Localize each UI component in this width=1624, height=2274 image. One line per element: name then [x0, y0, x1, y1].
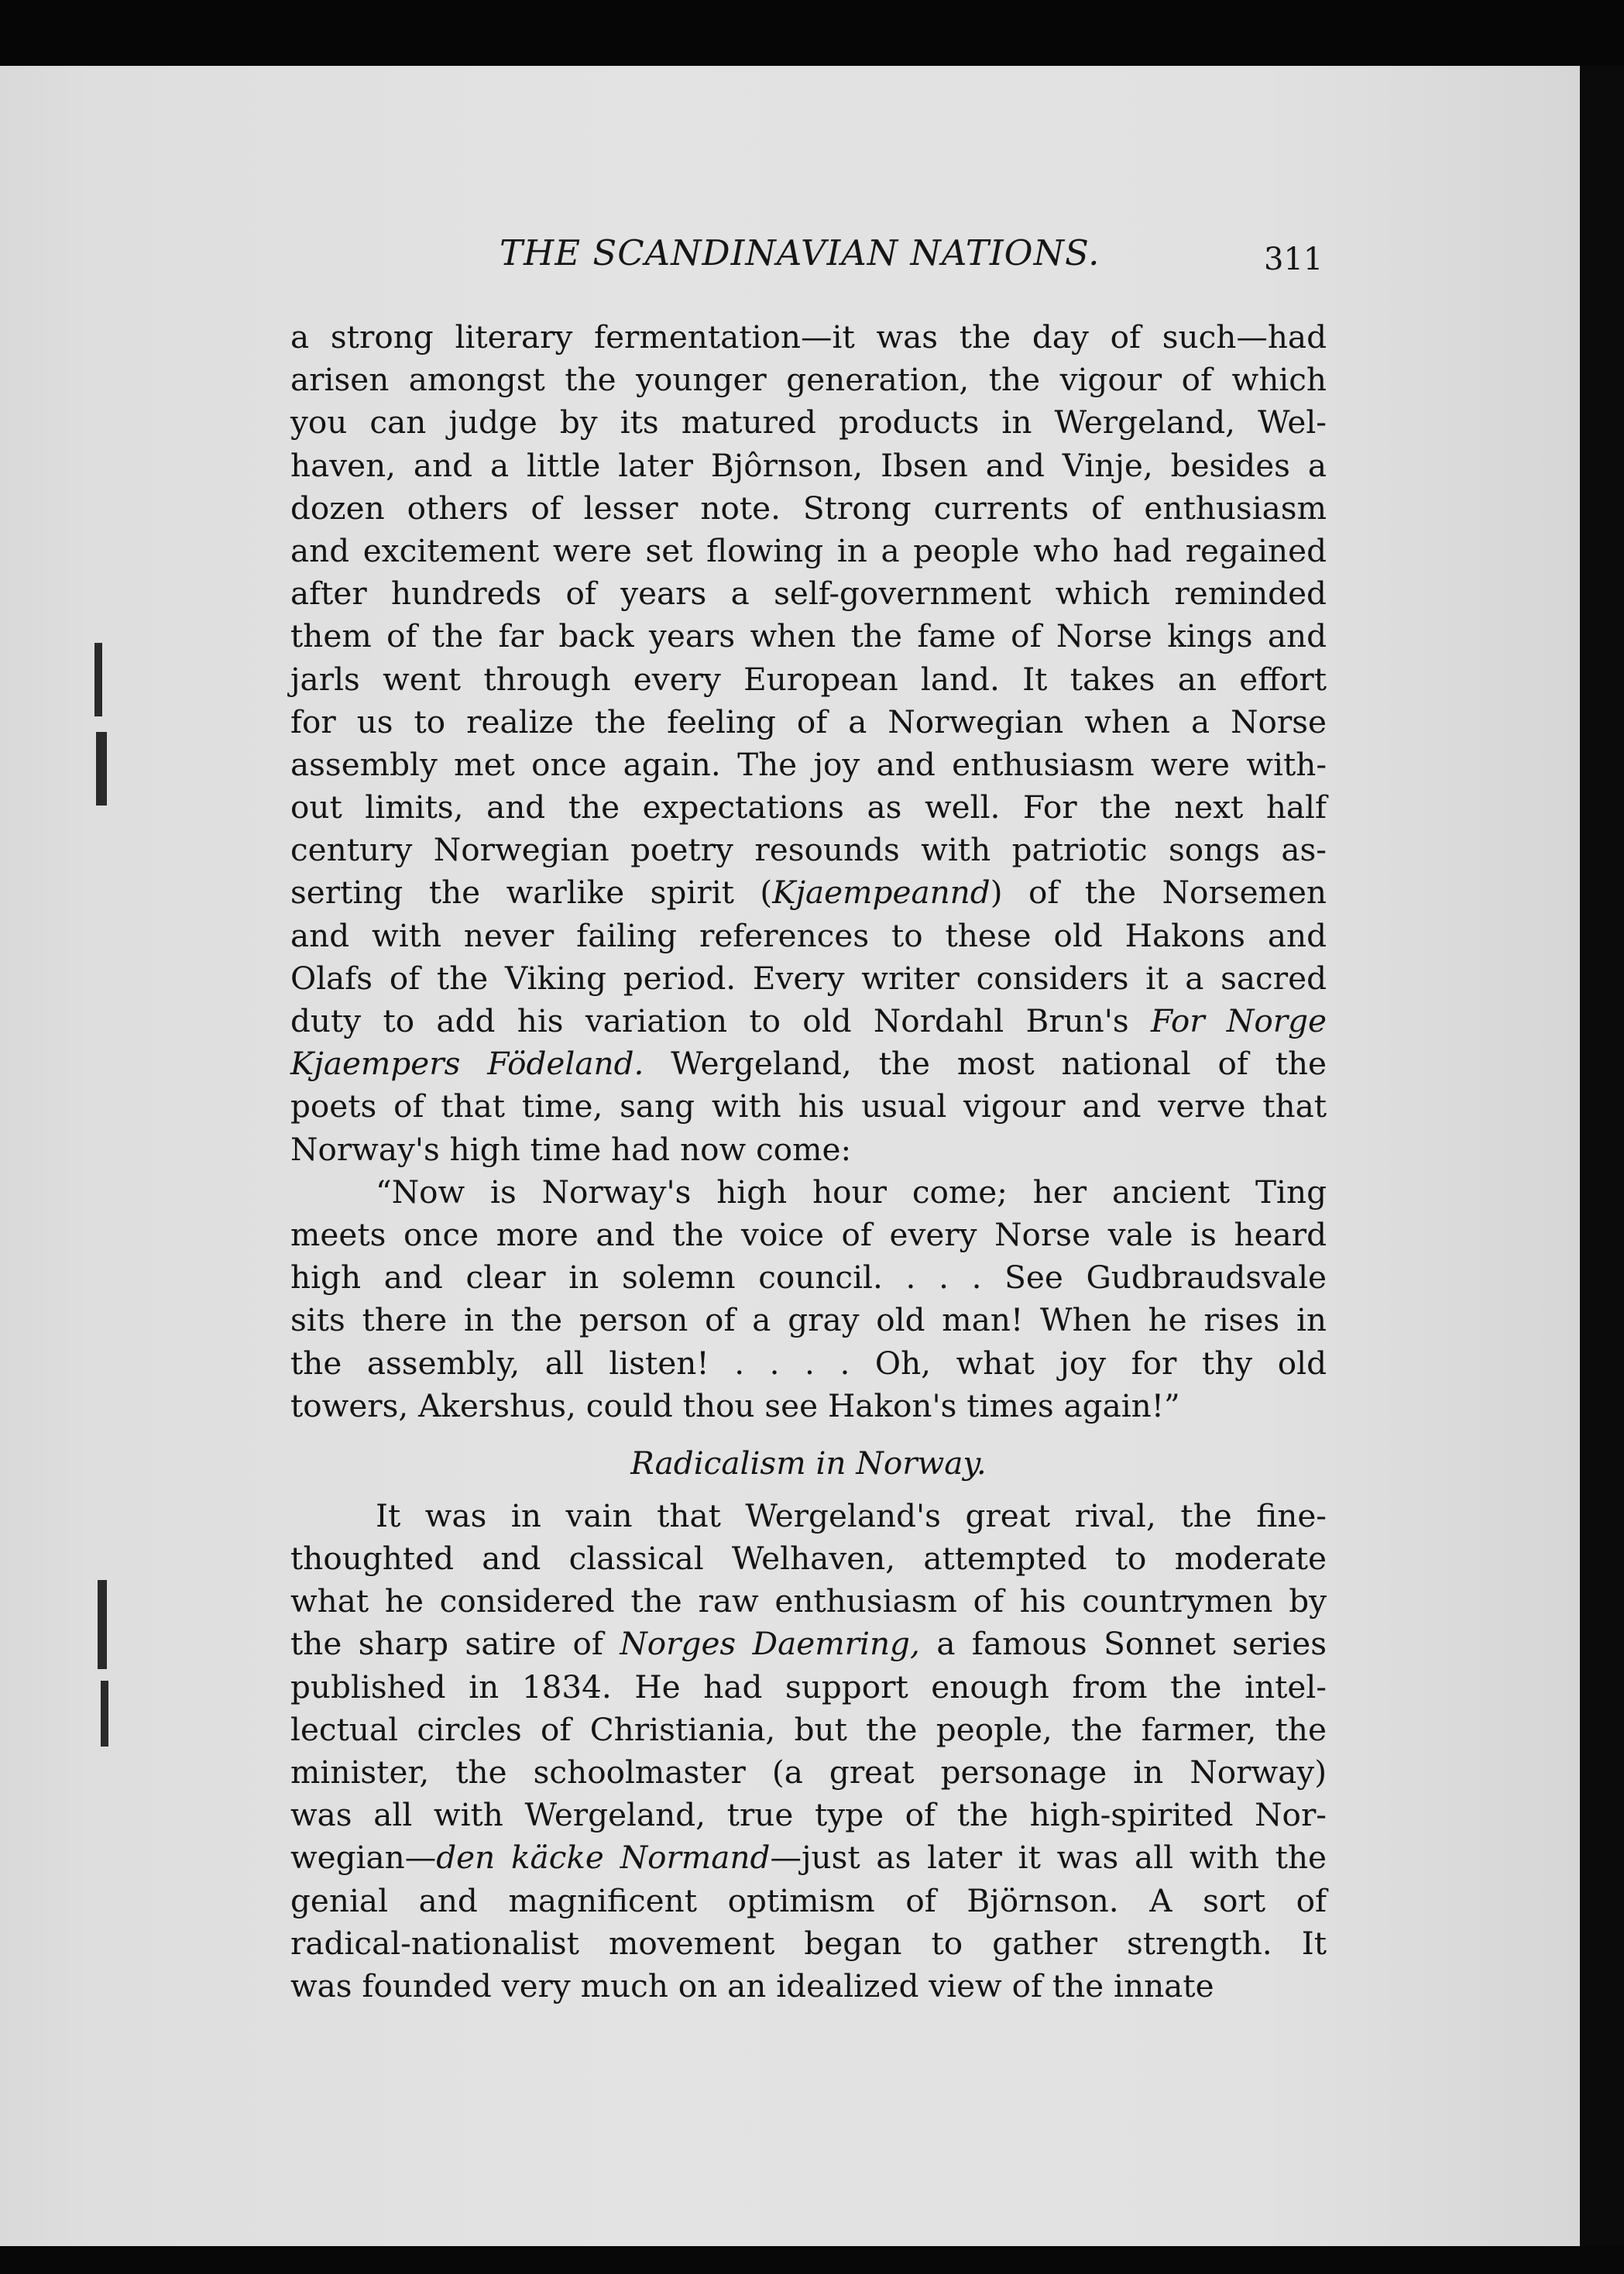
text-line: and excitement were set flowing in a people who had regained [290, 531, 1327, 569]
text-line [290, 1000, 1327, 1043]
paragraph-2 [290, 1495, 1327, 2008]
text-line: lectual circles of Christiania, but the people, the farmer, the [290, 1710, 1327, 1748]
text-line: haven, and a little later Bjôrnson, Ibsen and Vinje, besides a [290, 446, 1327, 484]
text-line: and with never failing references to these old Hakons and [290, 916, 1327, 954]
text-line: you can judge by its matured products in Wergeland, Wel- [290, 404, 1327, 441]
italic-title: Norges Daemring, [620, 1625, 920, 1663]
text-line: Norway's high time had now come: [290, 1130, 852, 1168]
line-text: serting the warlike spirit ( [290, 874, 773, 912]
text-line: towers, Akershus, could thou see Hakon's times again!” [290, 1386, 1180, 1424]
text-line: the assembly, all listen! . . . . Oh, what joy for thy old [290, 1344, 1327, 1382]
section-heading: Radicalism in Norway. [630, 1444, 987, 1482]
line-text: wegian— [290, 1839, 437, 1877]
text-line: was founded very much on an idealized view of the innate [290, 1967, 1214, 2004]
text-line: was all with Wergeland, true type of the high-spirited Nor- [290, 1796, 1327, 1834]
text-line: after hundreds of years a self-government which reminded [290, 575, 1327, 613]
text-line: minister, the schoolmaster (a great personage in Norway) [290, 1754, 1327, 1791]
scan-bottom-border [0, 2246, 1624, 2274]
italic-title: For Norge [1150, 1002, 1327, 1039]
text-line [290, 1623, 1327, 1665]
body-text [290, 316, 1327, 2008]
text-line: a strong literary fermentation—it was the day of such—had [290, 318, 1327, 356]
text-line: high and clear in solemn council. . . . See Gudbraudsvale [290, 1259, 1327, 1297]
running-head [0, 232, 1624, 279]
italic-title: Kjaempers Födeland. [290, 1045, 644, 1083]
text-line: published in 1834. He had support enough from the intel- [290, 1668, 1327, 1706]
text-line: Olafs of the Viking period. Every writer considers it a sacred [290, 959, 1327, 997]
text-line: radical-nationalist movement began to gather strength. It [290, 1924, 1327, 1962]
line-text: a famous Sonnet series [919, 1625, 1327, 1663]
text-line: meets once more and the voice of every Norse vale is heard [290, 1215, 1327, 1253]
margin-mark [96, 732, 107, 806]
line-text: —just as later it was all with the [770, 1839, 1327, 1877]
text-line: thoughted and classical Welhaven, attempted to moderate [290, 1540, 1327, 1578]
margin-mark [94, 643, 102, 716]
line-text: the sharp satire of [290, 1625, 620, 1663]
text-line: “Now is Norway's high hour come; her ancient Ting [376, 1173, 1327, 1211]
text-line: dozen others of lesser note. Strong currents of enthusiasm [290, 489, 1327, 527]
italic-title: den käcke Normand [436, 1839, 771, 1877]
text-line: poets of that time, sang with his usual vigour and verve that [290, 1087, 1327, 1125]
text-line: for us to realize the feeling of a Norwegian when a Norse [290, 702, 1327, 740]
running-title: THE SCANDINAVIAN NATIONS. [500, 232, 1100, 273]
text-line [290, 1836, 1327, 1879]
text-line: them of the far back years when the fame of Norse kings and [290, 617, 1327, 655]
margin-mark [101, 1681, 108, 1747]
text-line: It was in vain that Wergeland's great rival, the fine- [376, 1496, 1327, 1534]
page-number: 311 [1264, 242, 1324, 277]
scan-edge-shadow [1580, 66, 1624, 2246]
text-line: assembly met once again. The joy and enthusiasm were with- [290, 745, 1327, 783]
text-line: arisen amongst the younger generation, the vigour of which [290, 361, 1327, 399]
line-text: ) of the Norsemen [990, 874, 1327, 912]
line-text: Wergeland, the most national of the [644, 1045, 1327, 1083]
text-line: out limits, and the expectations as well. For the next half [290, 788, 1327, 826]
quotation [290, 1171, 1327, 1427]
text-line: jarls went through every European land. It takes an effort [290, 660, 1327, 698]
text-line: century Norwegian poetry resounds with patriotic songs as- [290, 831, 1327, 869]
italic-title: Kjaempeannd [772, 874, 991, 912]
margin-mark [98, 1580, 107, 1669]
text-line: what he considered the raw enthusiasm of his countrymen by [290, 1582, 1327, 1620]
text-line: sits there in the person of a gray old man! When he rises in [290, 1301, 1327, 1339]
text-line [290, 871, 1327, 914]
paragraph-1 [290, 316, 1327, 1171]
text-line [290, 1043, 1327, 1085]
text-line: genial and magnificent optimism of Björnson. A sort of [290, 1881, 1327, 1919]
line-text: duty to add his variation to old Nordahl Brun's [290, 1002, 1151, 1039]
